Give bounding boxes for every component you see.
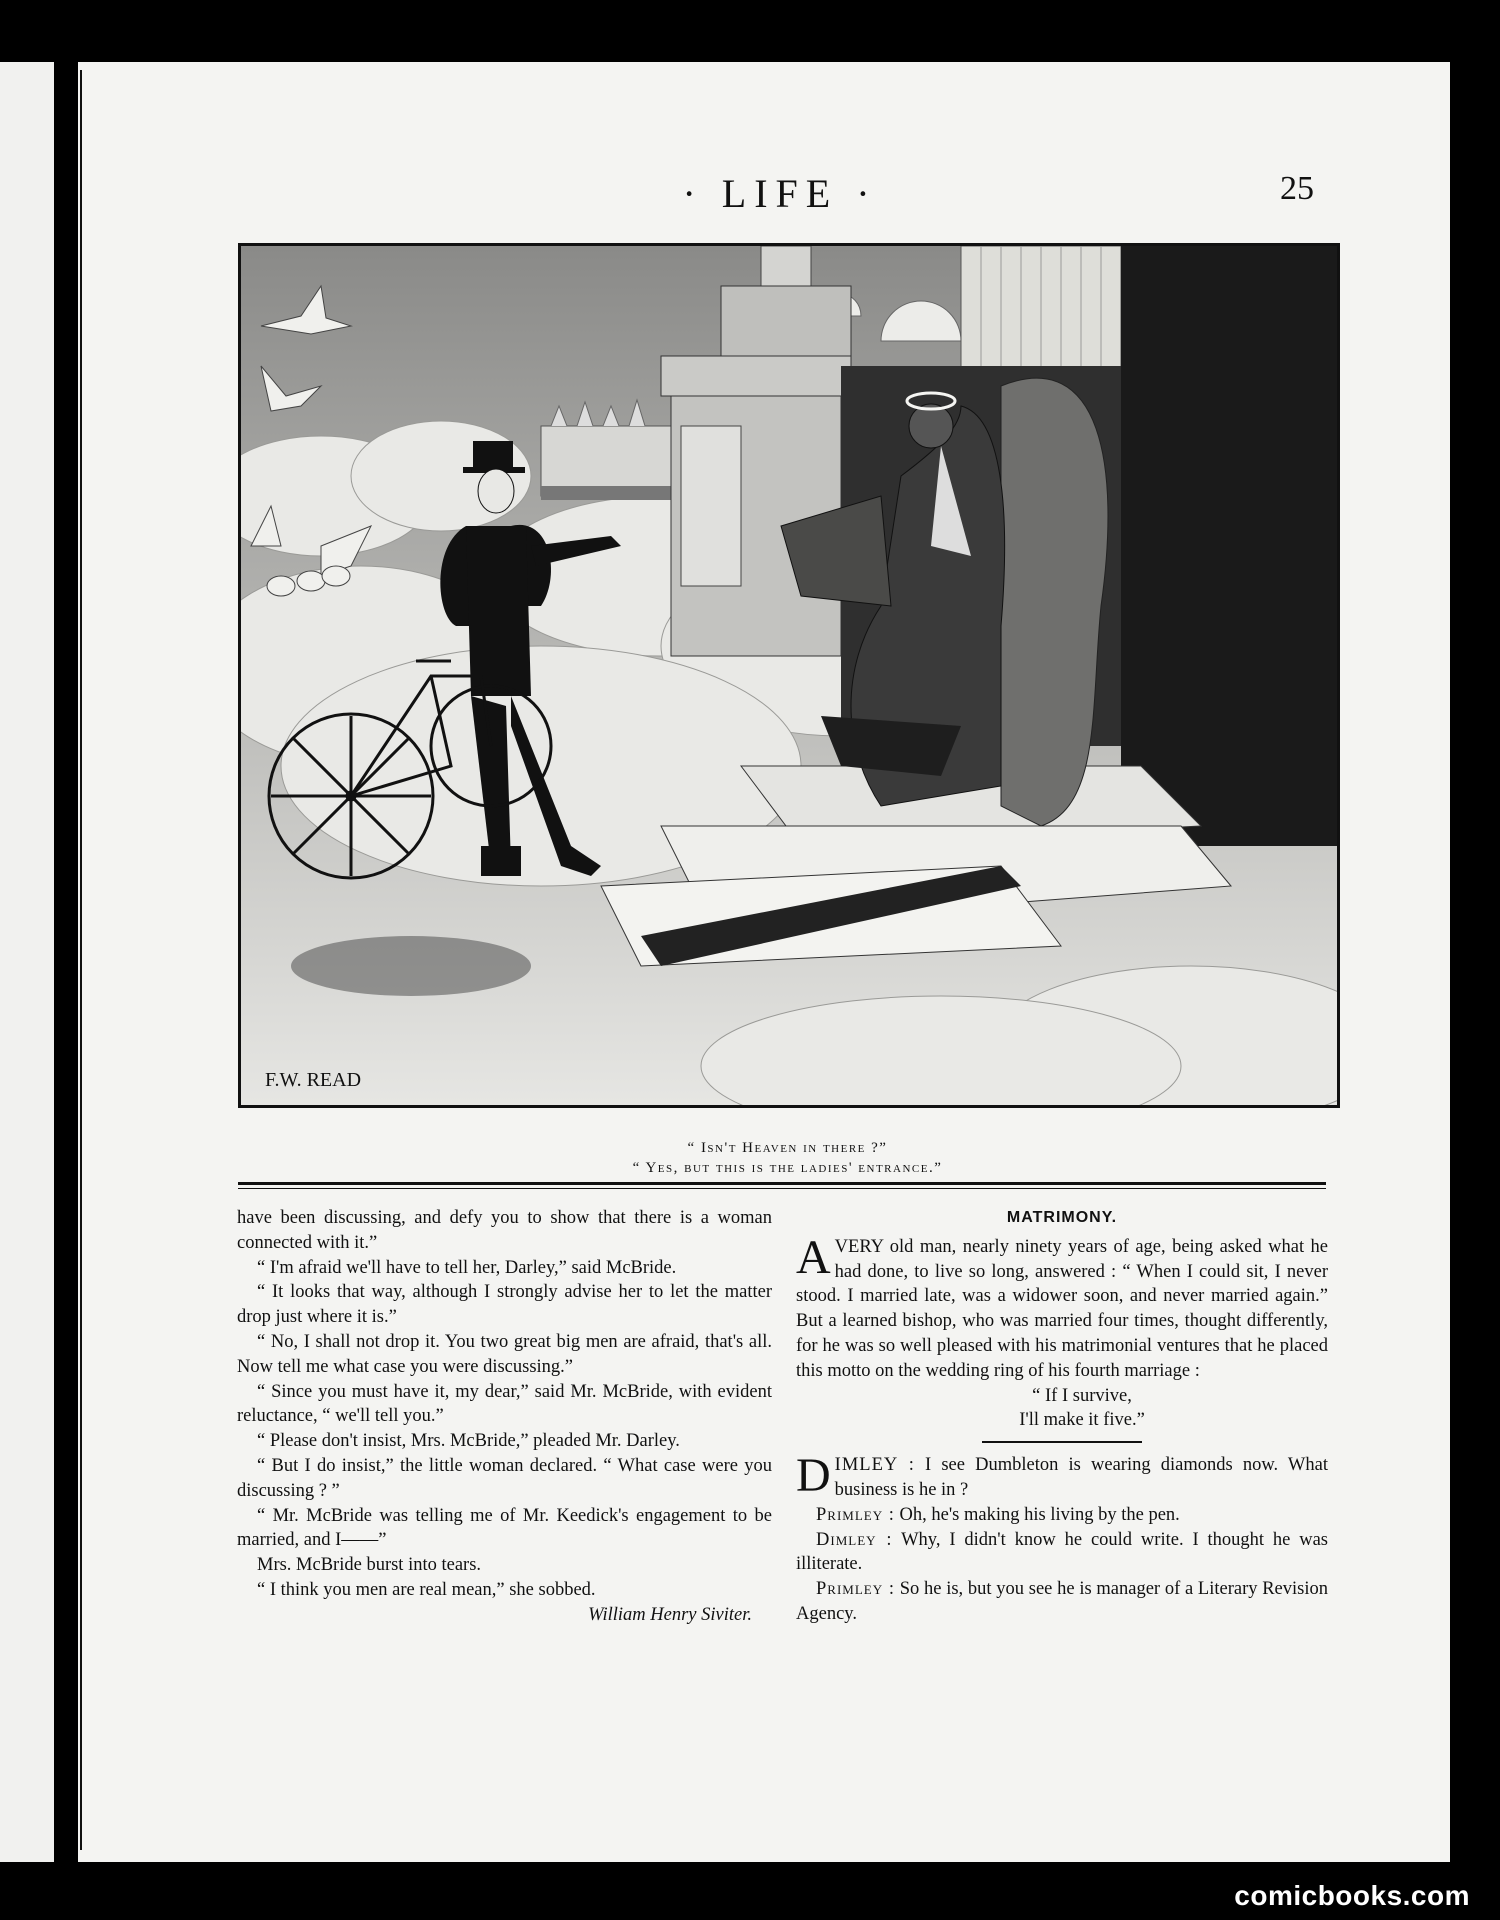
page-number: 25 <box>1280 170 1314 207</box>
dialogue-line <box>796 1449 1328 1503</box>
dialogue-text: I see Dumbleton is wearing diamonds now. What business is he in ? <box>834 1455 1328 1500</box>
left-column-story <box>237 1206 772 1628</box>
story-paragraph: “ But I do insist,” the little woman declared. “ What case were you discussing ? ” <box>237 1455 772 1501</box>
site-watermark: comicbooks.com <box>1234 1880 1470 1911</box>
story-paragraph: “ Mr. McBride was telling me of Mr. Keedick's engagement to be married, and I——” <box>237 1505 772 1551</box>
speaker-name: Primley : <box>816 1579 895 1600</box>
spine-line <box>80 70 82 1850</box>
masthead: · LIFE · <box>682 171 878 216</box>
caption-line-2: “ Yes, but this is the ladies' entrance.” <box>632 1160 943 1176</box>
previous-page-edge <box>0 62 54 1862</box>
page-gutter <box>54 62 78 1862</box>
story-paragraph: “ Please don't insist, Mrs. McBride,” pleaded Mr. Darley. <box>257 1431 680 1452</box>
speaker-name: IMLEY : <box>834 1455 915 1476</box>
section-rule-thin <box>238 1188 1326 1189</box>
story-paragraph: “ No, I shall not drop it. You two great big men are afraid, that's all. Now tell me what case you were discussing.” <box>237 1331 772 1377</box>
story-paragraph: Mrs. McBride burst into tears. <box>257 1555 482 1576</box>
story-paragraph: “ I'm afraid we'll have to tell her, Darley,” said McBride. <box>257 1257 677 1278</box>
motto-verse <box>836 1384 1328 1434</box>
artist-signature: F.W. READ <box>265 1069 362 1091</box>
divider <box>982 1441 1142 1443</box>
drop-cap: A <box>796 1230 831 1284</box>
right-column <box>796 1206 1328 1627</box>
dialogue-text: So he is, but you see he is manager of a Literary Revision Agency. <box>796 1579 1328 1624</box>
story-paragraph: “ It looks that way, although I strongly advise her to let the matter drop just where it is.” <box>237 1282 772 1328</box>
cartoon-illustration <box>238 243 1340 1108</box>
dialogue-line <box>796 1577 1328 1627</box>
matrimony-text: VERY old man, nearly ninety years of age, being asked what he had done, to live so long, answered : “ When I could sit, I never stood. I married late, was a widower soon, and never married again.” But a learned bishop, who was married four times, thought differently, for he was so well pleased with his matrimonial ventures that he placed this motto on the wedding ring of his fourth marriage : <box>796 1236 1328 1381</box>
bicycle-shadow <box>291 936 531 996</box>
drop-cap: D <box>796 1449 831 1503</box>
speaker-name: Dimley : <box>816 1529 893 1550</box>
caption-line-1: “ Isn't Heaven in there ?” <box>687 1140 888 1156</box>
section-rule <box>238 1182 1326 1185</box>
verse-line-1: “ If I survive, <box>1032 1385 1132 1406</box>
story-paragraph: “ Since you must have it, my dear,” said Mr. McBride, with evident reluctance, “ we'll tell you.” <box>237 1381 772 1427</box>
matrimony-heading: MATRIMONY. <box>1006 1209 1118 1226</box>
story-paragraph: have been discussing, and defy you to show that there is a woman connected with it.” <box>237 1208 772 1253</box>
cartoon-caption <box>300 1138 1275 1178</box>
illustration-drawing <box>241 246 1337 1105</box>
verse-line-2: I'll make it five.” <box>1019 1410 1145 1431</box>
dialogue-text: Why, I didn't know he could write. I thought he was illiterate. <box>796 1529 1328 1575</box>
dialogue-text: Oh, he's making his living by the pen. <box>894 1504 1180 1525</box>
speaker-name: Primley : <box>816 1504 895 1525</box>
author-signature: William Henry Siviter. <box>588 1604 752 1625</box>
matrimony-paragraph <box>796 1230 1328 1384</box>
story-paragraph: “ I think you men are real mean,” she sobbed. <box>257 1579 596 1600</box>
dialogue-line <box>796 1503 1328 1528</box>
dialogue-line <box>796 1528 1328 1578</box>
